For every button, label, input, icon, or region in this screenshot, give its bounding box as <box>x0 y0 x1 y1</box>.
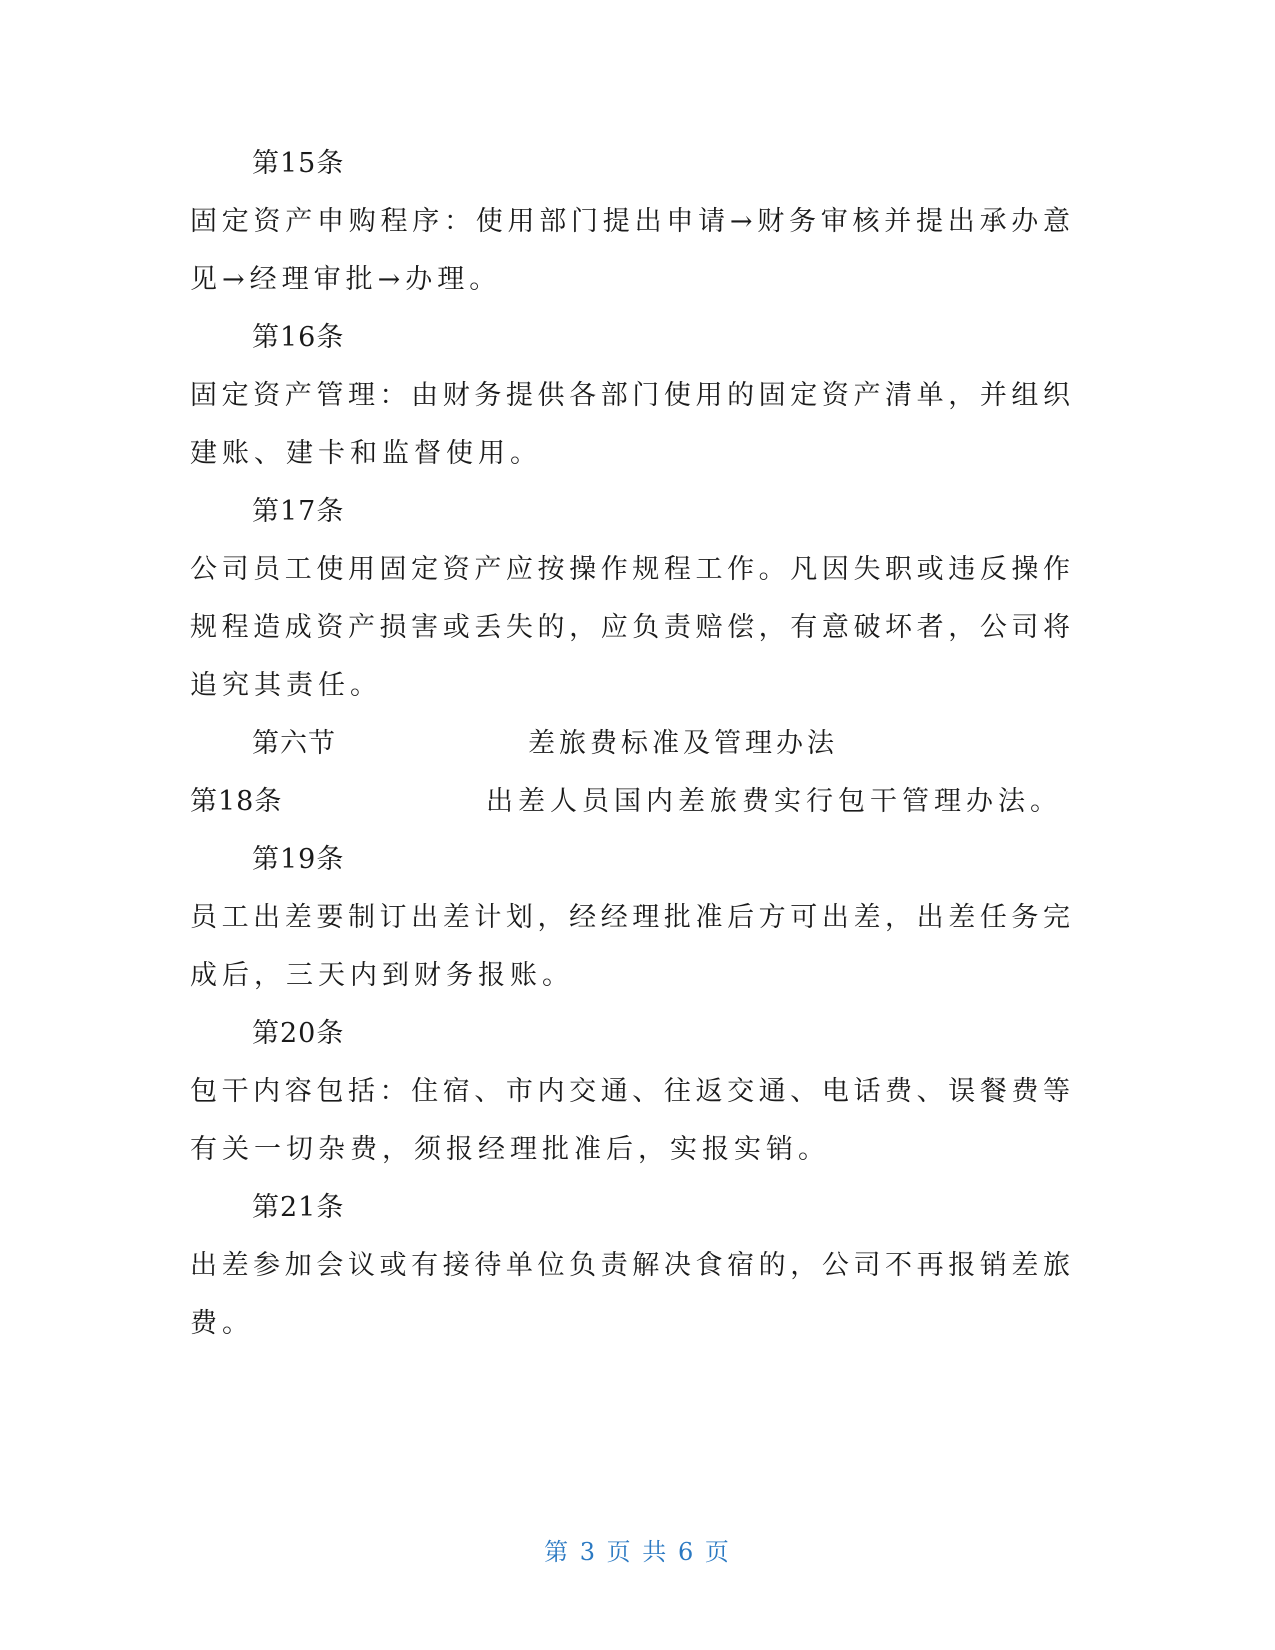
article-15-text-line-1: 固定资产申购程序：使用部门提出申请→财务审核并提出承办意 <box>190 206 1070 237</box>
article-20-text-line-2: 有关一切杂费，须报经理批准后，实报实销。 <box>190 1134 830 1165</box>
article-17-text-line-3: 追究其责任。 <box>190 670 382 701</box>
article-15-heading: 第15条 <box>252 148 345 179</box>
article-19-text-line-1: 员工出差要制订出差计划，经经理批准后方可出差，出差任务完 <box>190 902 1070 933</box>
section-number: 第六节 <box>252 728 336 759</box>
article-21-text-line-2: 费。 <box>190 1308 254 1339</box>
article-21-text-line-1: 出差参加会议或有接待单位负责解决食宿的，公司不再报销差旅 <box>190 1250 1070 1281</box>
article-17-text-line-1: 公司员工使用固定资产应按操作规程工作。凡因失职或违反操作 <box>190 554 1070 585</box>
article-15-text-line-2: 见→经理审批→办理。 <box>190 264 502 295</box>
article-20-text-line-1: 包干内容包括：住宿、市内交通、往返交通、电话费、误餐费等 <box>190 1076 1070 1107</box>
article-18-text: 出差人员国内差旅费实行包干管理办法。 <box>486 786 1062 817</box>
article-17-heading: 第17条 <box>252 496 345 527</box>
article-18-heading: 第18条 <box>190 786 283 817</box>
article-17-text-line-2: 规程造成资产损害或丢失的，应负责赔偿，有意破坏者，公司将 <box>190 612 1070 643</box>
article-16-text-line-1: 固定资产管理：由财务提供各部门使用的固定资产清单，并组织 <box>190 380 1070 411</box>
article-16-heading: 第16条 <box>252 322 345 353</box>
article-21-heading: 第21条 <box>252 1192 345 1223</box>
article-19-text-line-2: 成后，三天内到财务报账。 <box>190 960 574 991</box>
article-20-heading: 第20条 <box>252 1018 345 1049</box>
article-16-text-line-2: 建账、建卡和监督使用。 <box>190 438 542 469</box>
article-19-heading: 第19条 <box>252 844 345 875</box>
page-number-footer: 第 3 页 共 6 页 <box>544 1538 731 1566</box>
section-title: 差旅费标准及管理办法 <box>528 728 838 759</box>
